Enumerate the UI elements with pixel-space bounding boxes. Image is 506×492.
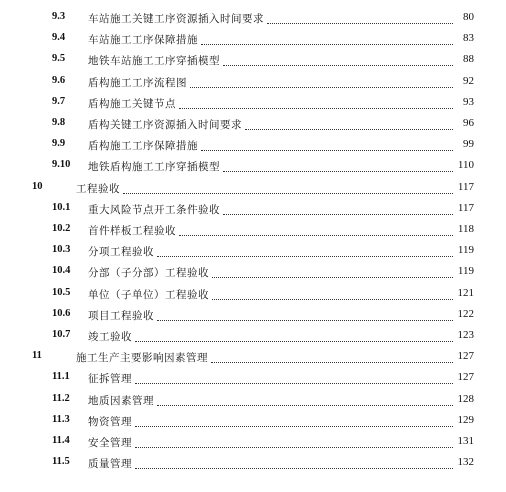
toc-entry[interactable] xyxy=(0,179,506,199)
toc-entry[interactable] xyxy=(0,285,506,305)
toc-entry-title: 盾构关键工序资源插入时间要求 xyxy=(88,119,242,131)
toc-entry-page: 119 xyxy=(457,265,474,278)
toc-entry[interactable] xyxy=(0,412,506,432)
toc-entry-title: 工程验收 xyxy=(76,182,120,195)
toc-entry[interactable] xyxy=(0,30,506,50)
toc-leader-dots xyxy=(223,171,453,172)
toc-entry-title: 盾构施工工序流程图 xyxy=(88,76,187,89)
toc-entry[interactable] xyxy=(0,242,506,262)
toc-entry-title: 分项工程验收 xyxy=(88,246,154,259)
toc-entry-page: 110 xyxy=(457,159,474,172)
toc-leader-dots xyxy=(201,150,453,151)
toc-entry-page: 88 xyxy=(463,53,474,66)
toc-entry-title: 盾构施工关键节点 xyxy=(88,97,176,110)
toc-leader-dots xyxy=(157,256,453,257)
toc-entry-title: 单位（子单位）工程验收 xyxy=(88,288,209,301)
toc-entry-page: 129 xyxy=(457,413,474,426)
toc-entry-page: 83 xyxy=(463,32,474,45)
toc-entry-number: 9.4 xyxy=(52,32,66,44)
toc-leader-dots xyxy=(211,362,453,363)
toc-entry-number: 10.3 xyxy=(52,244,71,256)
toc-entry-title: 地铁盾构施工工序穿插模型 xyxy=(88,161,220,174)
toc-entry-page: 118 xyxy=(457,223,474,235)
toc-entry[interactable] xyxy=(0,391,506,411)
toc-entry-number: 10.5 xyxy=(52,286,71,298)
toc-entry-title: 施工生产主要影响因素管理 xyxy=(76,352,208,365)
toc-leader-dots xyxy=(135,426,453,427)
toc-entry-page: 99 xyxy=(463,138,474,151)
toc-leader-dots xyxy=(190,87,453,88)
toc-entry-number: 9.3 xyxy=(52,11,66,22)
toc-entry-page: 127 xyxy=(457,350,474,363)
toc-entry-page: 80 xyxy=(463,11,474,23)
toc-entry-number: 10.2 xyxy=(52,223,71,234)
toc-entry-number: 11.3 xyxy=(52,413,70,425)
toc-leader-dots xyxy=(123,193,453,194)
toc-entry[interactable] xyxy=(0,157,506,177)
toc-entry[interactable] xyxy=(0,369,506,389)
toc-entry-title: 物资管理 xyxy=(88,415,132,428)
toc-leader-dots xyxy=(267,23,453,24)
toc-entry-number: 11.5 xyxy=(52,456,70,468)
toc-entry-number: 11.4 xyxy=(52,435,70,446)
toc-entry-page: 127 xyxy=(457,371,474,384)
toc-entry-title: 地质因素管理 xyxy=(88,394,154,407)
toc-entry-title: 项目工程验收 xyxy=(88,309,154,322)
toc-entry-page: 117 xyxy=(457,201,474,214)
toc-entry-page: 132 xyxy=(457,456,474,469)
toc-entry-number: 9.10 xyxy=(52,159,71,171)
toc-entry[interactable] xyxy=(0,73,506,93)
toc-entry-number: 9.8 xyxy=(52,117,66,128)
toc-entry-page: 128 xyxy=(457,392,474,405)
toc-entry[interactable] xyxy=(0,306,506,326)
toc-leader-dots xyxy=(135,447,453,448)
toc-entry[interactable] xyxy=(0,263,506,283)
toc-entry-title: 首件样板工程验收 xyxy=(88,225,176,237)
toc-entry-number: 9.7 xyxy=(52,95,66,107)
toc-entry-number: 9.5 xyxy=(52,53,66,65)
toc-entry-title: 竣工验收 xyxy=(88,331,132,343)
toc-entry[interactable] xyxy=(0,9,506,29)
toc-entry-title: 质量管理 xyxy=(88,458,132,471)
toc-entry-title: 安全管理 xyxy=(88,437,132,449)
toc-entry-page: 131 xyxy=(457,435,474,447)
toc-entry-number: 9.6 xyxy=(52,74,66,86)
toc-entry-title: 重大风险节点开工条件验收 xyxy=(88,203,220,216)
toc-leader-dots xyxy=(135,468,453,469)
toc-leader-dots xyxy=(223,65,453,66)
toc-leader-dots xyxy=(212,277,453,278)
toc-entry-number: 9.9 xyxy=(52,138,66,150)
toc-leader-dots xyxy=(201,44,453,45)
toc-entry-title: 盾构施工工序保障措施 xyxy=(88,140,198,153)
toc-entry-number: 10.4 xyxy=(52,265,71,277)
toc-entry-page: 92 xyxy=(463,74,474,87)
toc-entry[interactable] xyxy=(0,136,506,156)
toc-entry[interactable] xyxy=(0,200,506,220)
toc-entry-page: 121 xyxy=(457,286,474,299)
toc-leader-dots xyxy=(223,214,453,215)
toc-entry-title: 车站施工工序保障措施 xyxy=(88,34,198,47)
toc-entry-title: 征拆管理 xyxy=(88,373,132,386)
toc-leader-dots xyxy=(179,235,453,236)
toc-entry-number: 10 xyxy=(32,180,43,192)
toc-entry[interactable] xyxy=(0,327,506,347)
toc-entry[interactable] xyxy=(0,433,506,453)
toc-entry-page: 93 xyxy=(463,95,474,108)
toc-entry-page: 119 xyxy=(457,244,474,257)
toc-entry[interactable] xyxy=(0,115,506,135)
toc-leader-dots xyxy=(135,341,453,342)
toc-entry-number: 10.6 xyxy=(52,307,71,319)
toc-leader-dots xyxy=(179,108,453,109)
toc-entry-page: 117 xyxy=(457,180,474,193)
toc-entry-page: 123 xyxy=(457,329,474,341)
toc-entry[interactable] xyxy=(0,348,506,368)
toc-leader-dots xyxy=(157,320,453,321)
toc-entry[interactable] xyxy=(0,51,506,71)
toc-leader-dots xyxy=(212,299,453,300)
toc-entry-title: 车站施工关键工序资源插入时间要求 xyxy=(88,13,264,25)
toc-entry-number: 11 xyxy=(32,350,42,362)
toc-leader-dots xyxy=(135,383,453,384)
toc-entry-title: 分部（子分部）工程验收 xyxy=(88,267,209,280)
toc-entry-page: 122 xyxy=(457,307,474,320)
toc-entry-number: 11.1 xyxy=(52,371,70,383)
toc-entry-title: 地铁车站施工工序穿插模型 xyxy=(88,55,220,68)
toc-entry[interactable] xyxy=(0,454,506,474)
toc-leader-dots xyxy=(157,405,453,406)
toc-leader-dots xyxy=(245,129,453,130)
toc-entry[interactable] xyxy=(0,94,506,114)
toc-entry-number: 10.1 xyxy=(52,201,71,213)
toc-entry-number: 10.7 xyxy=(52,329,71,340)
toc-entry-page: 96 xyxy=(463,117,474,129)
toc-entry[interactable] xyxy=(0,221,506,241)
toc-entry-number: 11.2 xyxy=(52,392,70,404)
